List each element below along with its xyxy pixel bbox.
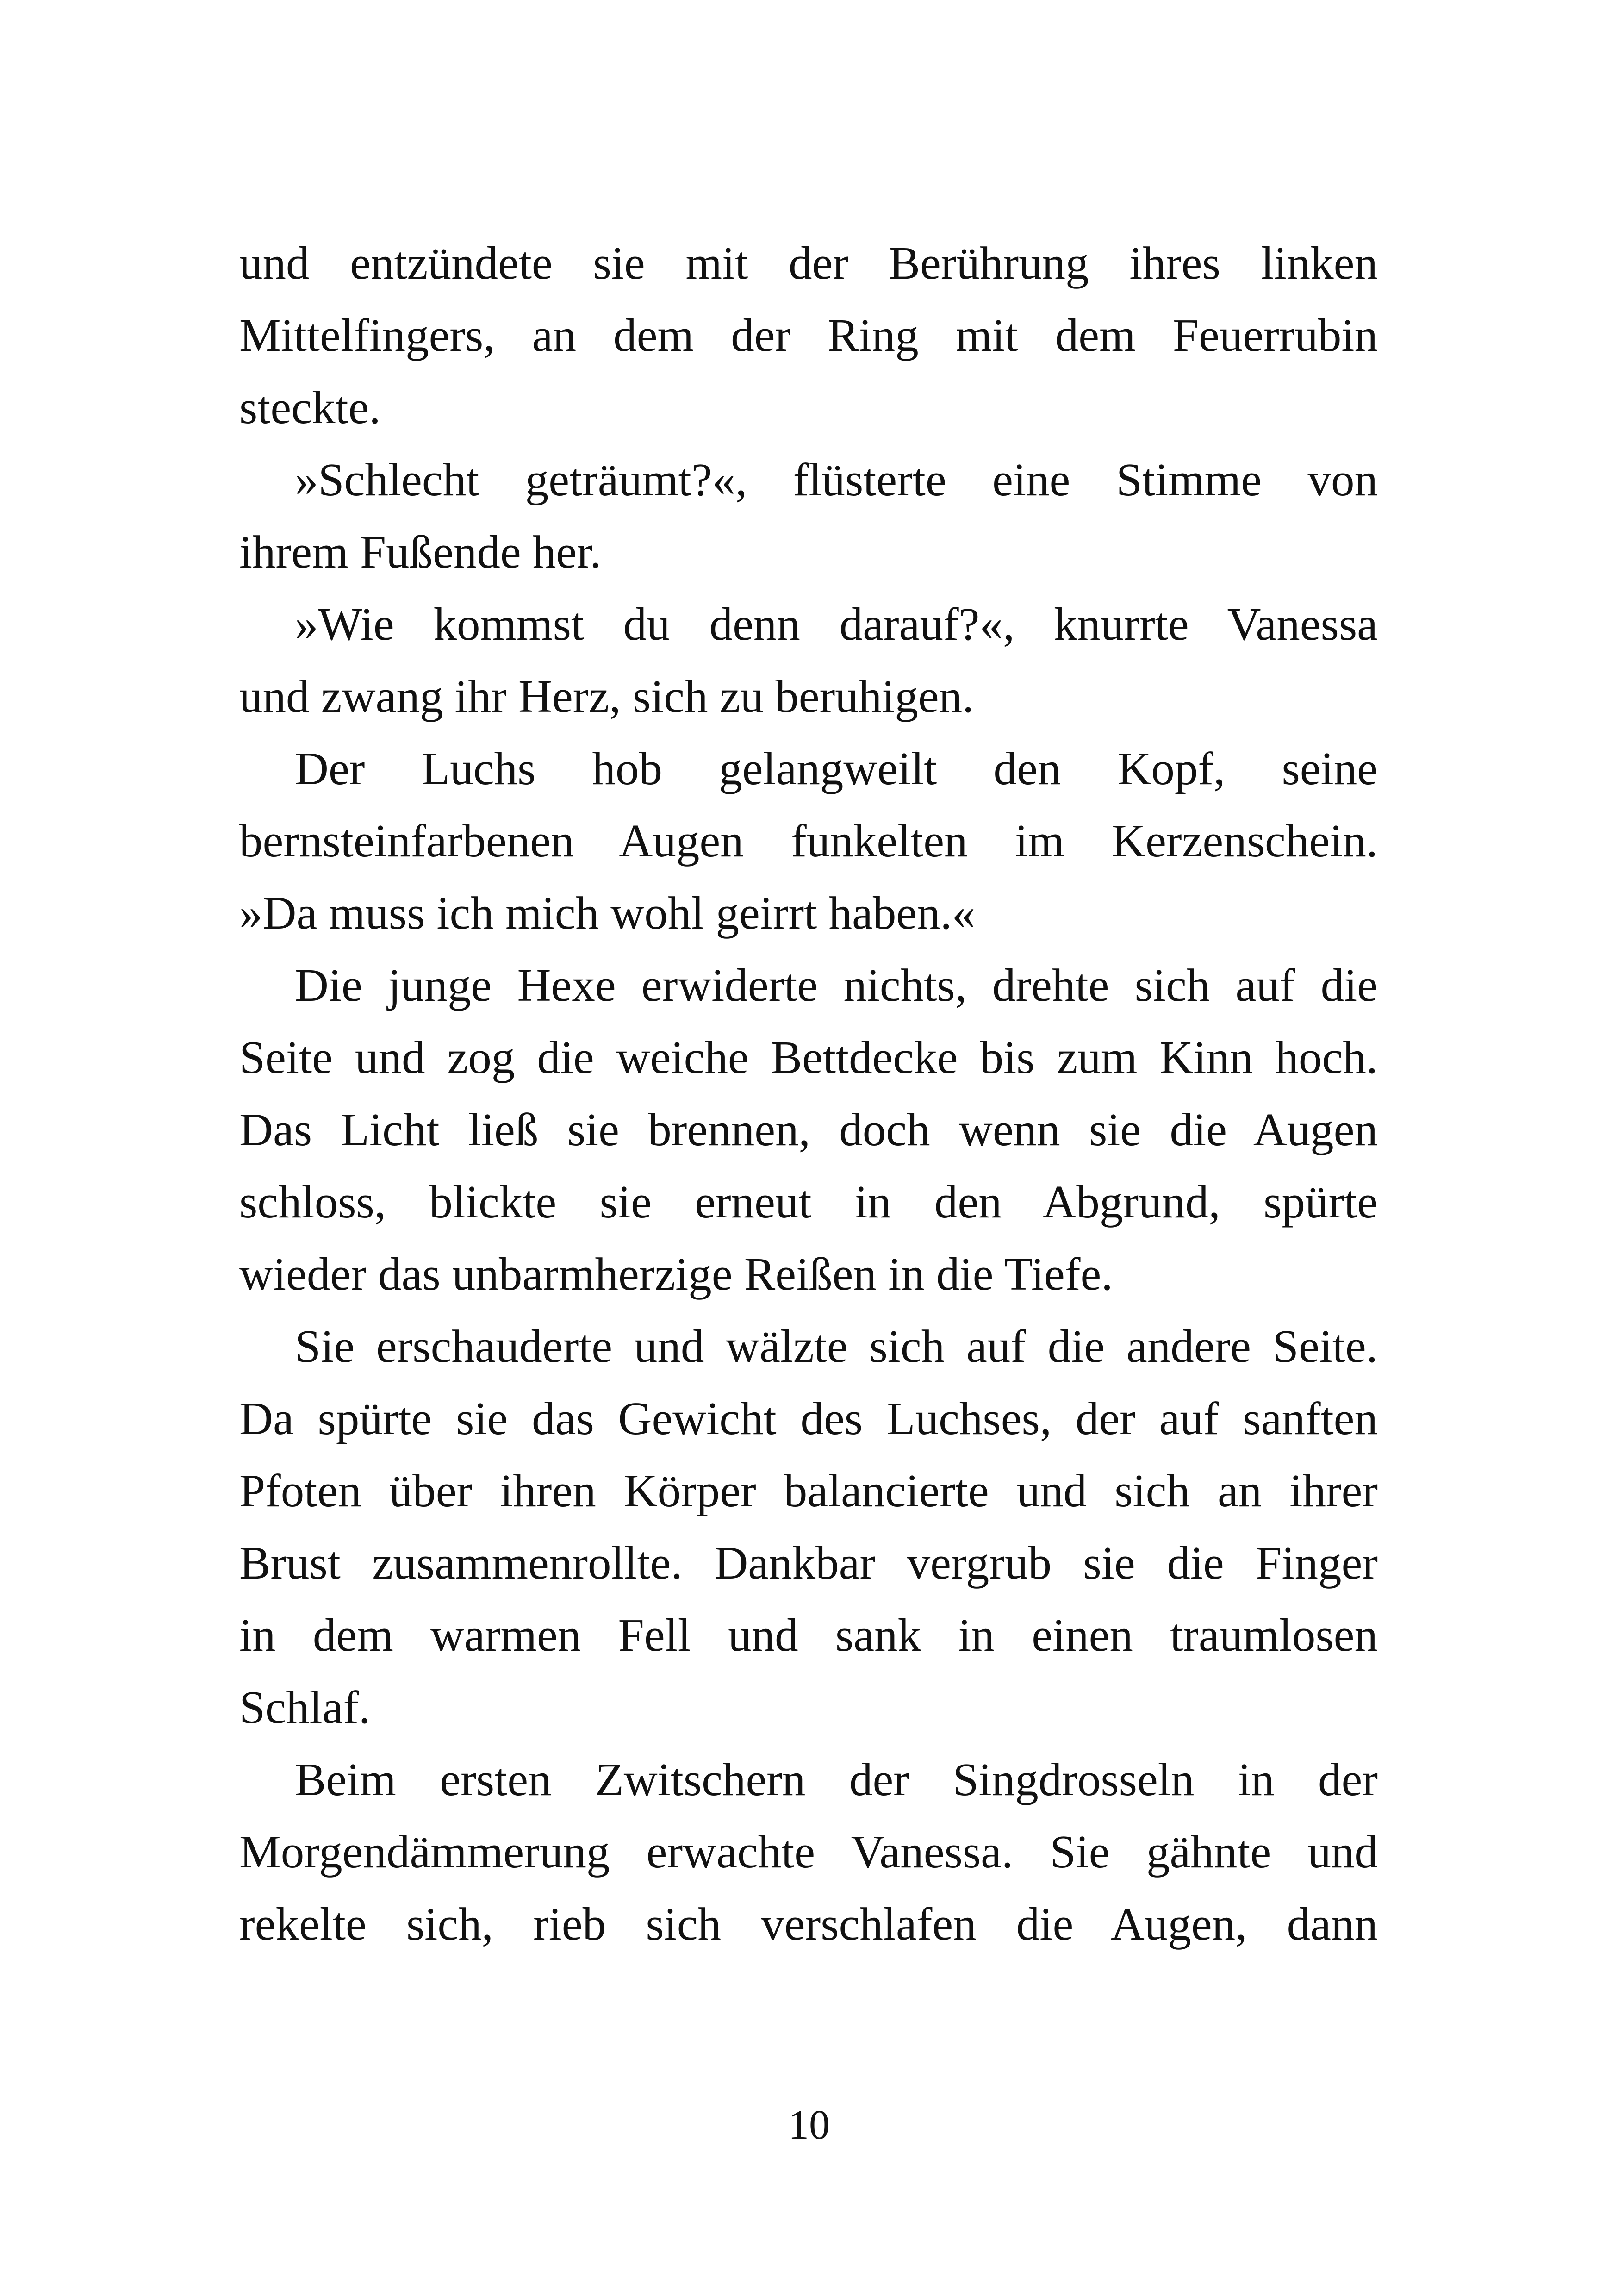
text-line: Das Licht ließ sie brennen, doch wenn sie die Augen [239, 1104, 1378, 1155]
text-line: in dem warmen Fell und sank in einen traumlosen [239, 1609, 1378, 1661]
body-text [239, 227, 1378, 1960]
text-line: »Schlecht geträumt?«, flüsterte eine Stimme von [295, 454, 1378, 505]
paragraph [239, 949, 1378, 1310]
text-line: Pfoten über ihren Körper balancierte und sich an ihrer [239, 1465, 1378, 1516]
paragraph [239, 443, 1378, 588]
text-line: Seite und zog die weiche Bettdecke bis zum Kinn hoch. [239, 1031, 1378, 1083]
text-line: Die junge Hexe erwiderte nichts, drehte sich auf die [295, 959, 1378, 1011]
text-line: Mittelfingers, an dem der Ring mit dem Feuerrubin [239, 309, 1378, 361]
paragraph [239, 227, 1378, 443]
page-number: 10 [788, 2102, 830, 2148]
paragraph [239, 1743, 1378, 1960]
text-line: schloss, blickte sie erneut in den Abgrund, spürte [239, 1176, 1378, 1228]
text-line: »Da muss ich mich wohl geirrt haben.« [239, 887, 976, 939]
text-line: und entzündete sie mit der Berührung ihres linken [239, 237, 1378, 289]
paragraph [239, 732, 1378, 949]
text-line: »Wie kommst du denn darauf?«, knurrte Vanessa [295, 598, 1378, 650]
text-line: Morgendämmerung erwachte Vanessa. Sie gähnte und [239, 1826, 1378, 1878]
text-line: Schlaf. [239, 1681, 371, 1733]
text-line: Sie erschauderte und wälzte sich auf die andere Seite. [295, 1320, 1378, 1372]
text-line: bernsteinfarbenen Augen funkelten im Kerzenschein. [239, 815, 1378, 867]
text-line: steckte. [239, 381, 381, 433]
text-line: und zwang ihr Herz, sich zu beruhigen. [239, 670, 974, 722]
paragraph [239, 588, 1378, 732]
paragraph [239, 1310, 1378, 1743]
text-line: Da spürte sie das Gewicht des Luchses, der auf sanften [239, 1392, 1378, 1444]
text-line: wieder das unbarmherzige Reißen in die Tiefe. [239, 1248, 1113, 1300]
text-line: Brust zusammenrollte. Dankbar vergrub sie die Finger [239, 1537, 1378, 1589]
text-line: Beim ersten Zwitschern der Singdrosseln in der [295, 1753, 1378, 1805]
text-line: Der Luchs hob gelangweilt den Kopf, seine [295, 742, 1378, 794]
text-line: rekelte sich, rieb sich verschlafen die Augen, dann [239, 1898, 1378, 1950]
text-line: ihrem Fußende her. [239, 526, 602, 578]
